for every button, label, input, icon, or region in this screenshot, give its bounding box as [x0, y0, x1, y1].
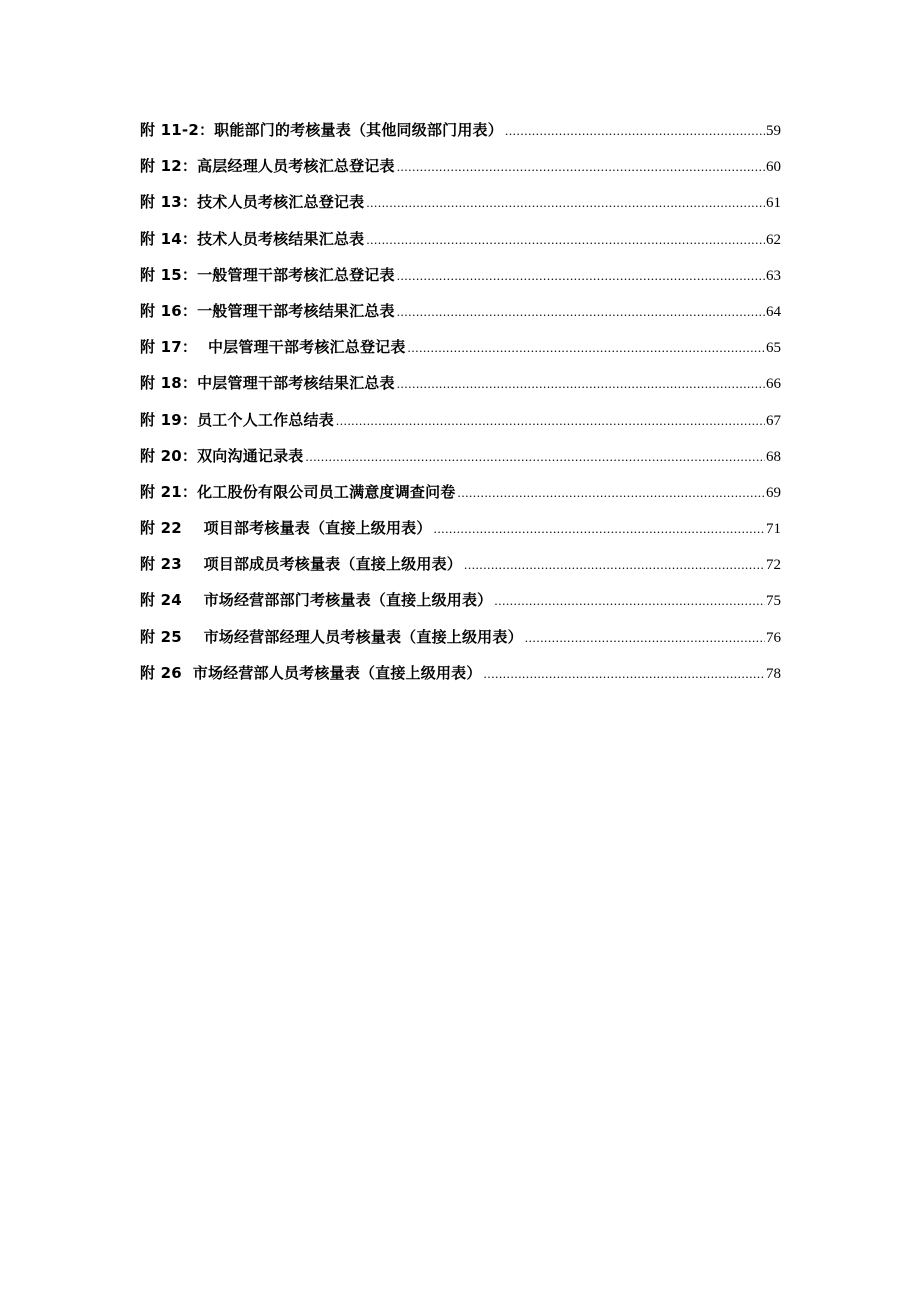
toc-entry-label: 附 15：一般管理干部考核汇总登记表	[140, 265, 395, 284]
toc-entry-label: 附 20：双向沟通记录表	[140, 446, 304, 465]
toc-page-number: 59	[766, 123, 781, 139]
toc-page-number: 78	[766, 665, 781, 682]
toc-entry[interactable]	[140, 333, 781, 369]
toc-entry-label: 附 16：一般管理干部考核结果汇总表	[140, 301, 395, 320]
toc-entry[interactable]	[140, 442, 781, 478]
toc-page-number: 71	[766, 521, 781, 538]
toc-dot-leader	[525, 624, 765, 652]
toc-entry[interactable]	[140, 116, 781, 152]
toc-dot-leader	[366, 189, 765, 217]
toc-entry-label: 附 21：化工股份有限公司员工满意度调查问卷	[140, 482, 456, 501]
toc-entry-label: 附 19：员工个人工作总结表	[140, 410, 334, 429]
toc-page-number: 60	[766, 159, 781, 176]
toc-dot-leader	[397, 153, 765, 181]
toc-entry[interactable]	[140, 406, 781, 442]
toc-entry[interactable]	[140, 659, 781, 695]
toc-page-number: 61	[766, 195, 781, 212]
toc-entry-label: 附 14：技术人员考核结果汇总表	[140, 229, 365, 248]
toc-dot-leader	[464, 551, 765, 579]
toc-dot-leader	[397, 370, 765, 398]
toc-entry-label: 附 22 项目部考核量表（直接上级用表）	[140, 519, 432, 538]
toc-page-number: 65	[766, 340, 781, 357]
toc-entry-label: 附 12：高层经理人员考核汇总登记表	[140, 157, 395, 176]
toc-entry[interactable]	[140, 586, 781, 622]
toc-dot-leader	[494, 587, 765, 615]
toc-dot-leader	[505, 117, 765, 145]
toc-entry-label: 附 18：中层管理干部考核结果汇总表	[140, 374, 395, 393]
toc-dot-leader	[306, 443, 766, 471]
toc-page-number: 62	[766, 231, 781, 248]
toc-entry[interactable]	[140, 623, 781, 659]
toc-page-number: 68	[766, 448, 781, 465]
toc-dot-leader	[484, 660, 765, 688]
toc-entry-label: 附 24 市场经营部部门考核量表（直接上级用表）	[140, 591, 493, 610]
toc-entry-label: 附 23 项目部成员考核量表（直接上级用表）	[140, 555, 462, 574]
toc-entry[interactable]	[140, 550, 781, 586]
toc-entry[interactable]	[140, 478, 781, 514]
toc-page-number: 66	[766, 376, 781, 393]
toc-dot-leader	[366, 226, 765, 254]
toc-entry[interactable]	[140, 152, 781, 188]
toc-entry[interactable]	[140, 297, 781, 333]
toc-dot-leader	[397, 262, 765, 290]
table-of-contents	[140, 116, 781, 695]
toc-entry-label: 附 13：技术人员考核汇总登记表	[140, 193, 365, 212]
toc-dot-leader	[408, 334, 765, 362]
toc-page-number: 69	[766, 484, 781, 501]
toc-entry[interactable]	[140, 225, 781, 261]
toc-dot-leader	[336, 407, 765, 435]
toc-dot-leader	[434, 515, 765, 543]
toc-entry-label: 附 17： 中层管理干部考核汇总登记表	[140, 338, 406, 357]
toc-dot-leader	[458, 479, 766, 507]
toc-entry-label: 附 25 市场经营部经理人员考核量表（直接上级用表）	[140, 627, 523, 646]
toc-page-number: 67	[766, 412, 781, 429]
toc-page-number: 75	[766, 593, 781, 610]
toc-dot-leader	[397, 298, 765, 326]
toc-page-number: 72	[766, 557, 781, 574]
toc-entry[interactable]	[140, 514, 781, 550]
toc-page-number: 64	[766, 303, 781, 320]
toc-entry[interactable]	[140, 369, 781, 405]
toc-entry-label: 附 26 市场经营部人员考核量表（直接上级用表）	[140, 663, 482, 682]
toc-entry-label: 附 11-2：职能部门的考核量表（其他同级部门用表）	[140, 121, 503, 139]
toc-entry[interactable]	[140, 261, 781, 297]
toc-entry[interactable]	[140, 188, 781, 224]
toc-page-number: 63	[766, 267, 781, 284]
toc-page-number: 76	[766, 629, 781, 646]
